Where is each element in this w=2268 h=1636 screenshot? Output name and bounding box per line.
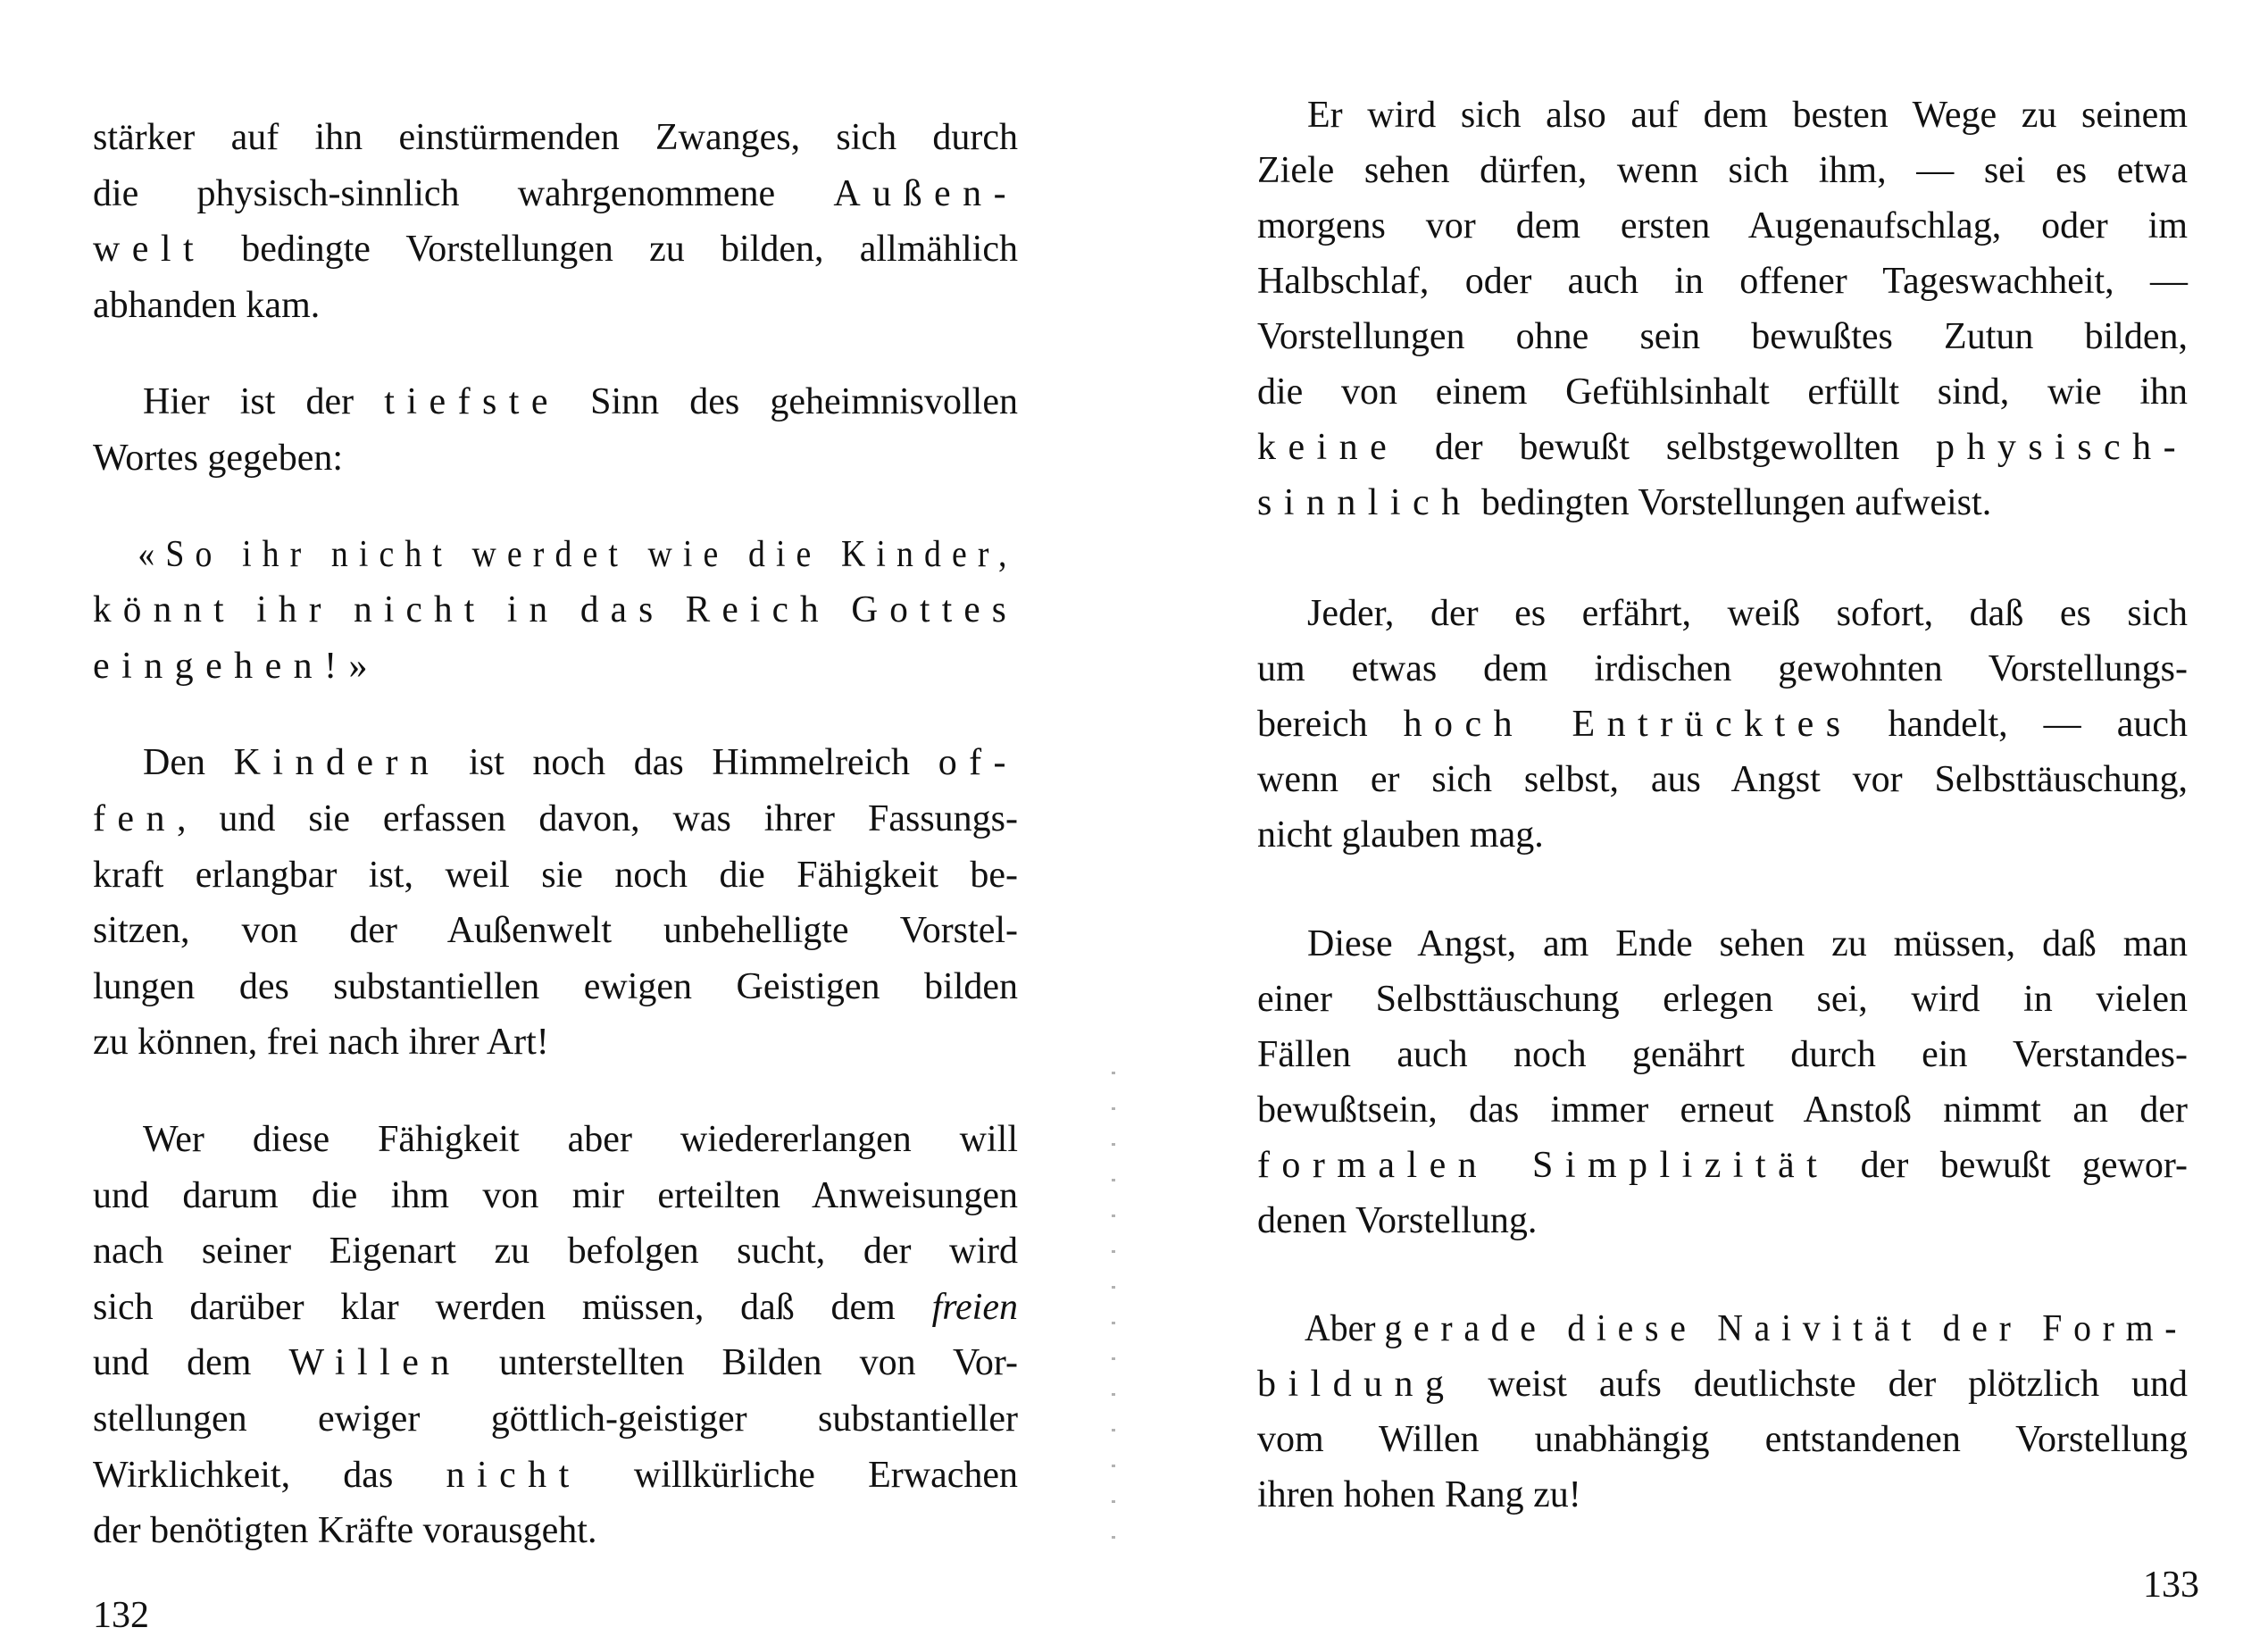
spaced-emphasis: fen (93, 798, 177, 839)
text-line (1257, 807, 2188, 863)
text-line (93, 582, 1018, 638)
text-line (93, 791, 1018, 847)
spaced-emphasis: Willen (288, 1342, 462, 1384)
spaced-emphasis: physisch- (1936, 427, 2188, 468)
text-line (93, 1503, 1018, 1558)
text-run: sich darüber klar werden müssen, daß dem (93, 1286, 932, 1328)
text-line (1257, 972, 2188, 1027)
text-line (1257, 1138, 2188, 1193)
spaced-emphasis: gerade diese Naivität der Form- (1384, 1308, 2189, 1349)
text-run: stellungen ewiger göttlich-geistiger substantieller (93, 1398, 1018, 1440)
text-run: willkürliche Erwachen (580, 1454, 1018, 1496)
text-run: Wer diese Fähigkeit aber wiedererlangen will (143, 1119, 1018, 1160)
text-line (93, 735, 1018, 790)
text-run: Vorstellungen ohne sein bewußtes Zutun bilden, (1257, 316, 2188, 357)
text-run: Hier ist der (143, 381, 385, 423)
text-run: Er wird sich also auf dem besten Wege zu seinem (1307, 95, 2188, 136)
text-line (1257, 420, 2188, 475)
text-line (1257, 88, 2188, 143)
text-run: weist aufs deutlichste der plötzlich und (1455, 1364, 2188, 1405)
text-line (1257, 1412, 2188, 1467)
text-line (93, 430, 1018, 486)
text-line (93, 1168, 1018, 1223)
spaced-emphasis: könnt ihr nicht in das Reich Gottes (93, 589, 1019, 631)
text-line (93, 847, 1018, 903)
text-run: Wirklichkeit, das (93, 1454, 446, 1496)
text-run: bedingte Vorstellungen zu bilden, allmählich (205, 229, 1018, 271)
text-run: vom Willen unabhängig entstandenen Vorstellung (1257, 1419, 2188, 1460)
spaced-emphasis: keine (1257, 427, 1399, 468)
spaced-emphasis: eingehen!» (93, 645, 379, 687)
text-run: Fällen auch noch genährt durch ein Verstandes- (1257, 1034, 2188, 1075)
text-run: Aber (1304, 1308, 1385, 1349)
text-run: denen Vorstellung. (1257, 1200, 1538, 1241)
text-run: ist noch das Himmelreich (440, 742, 938, 784)
text-run: einer Selbsttäuschung erlegen sei, wird in vielen (1257, 979, 2188, 1020)
text-line (93, 110, 1018, 165)
page-number-right: 133 (2143, 1565, 2199, 1606)
text-run: bedingten Vorstellungen aufweist. (1472, 482, 1992, 523)
spaced-emphasis: nicht (446, 1454, 581, 1496)
text-run: Ziele sehen dürfen, wenn sich ihm, — sei es etwa (1257, 150, 2188, 191)
text-line (93, 374, 1018, 430)
text-line (1257, 254, 2188, 309)
text-run: lungen des substantiellen ewigen Geistigen bilden (93, 965, 1018, 1007)
text-line (1257, 1301, 2188, 1356)
text-line (1257, 641, 2188, 697)
text-run: wenn er sich selbst, aus Angst vor Selbsttäuschung, (1257, 759, 2188, 800)
spaced-emphasis: bildung (1257, 1364, 1456, 1405)
text-line (93, 1014, 1018, 1070)
text-run: zu können, frei nach ihrer Art! (93, 1022, 549, 1064)
text-run: und darum die ihm von mir erteilten Anweisungen (93, 1174, 1018, 1216)
text-line (93, 903, 1018, 958)
text-run: ihren hohen Rang zu! (1257, 1474, 1581, 1515)
spaced-emphasis: welt (93, 229, 206, 271)
text-line (93, 1448, 1018, 1503)
text-line (93, 527, 1018, 582)
text-run: der bewußt gewor- (1829, 1145, 2189, 1186)
text-line (1257, 586, 2188, 641)
italic-emphasis: freien (931, 1286, 1018, 1328)
text-run: bewußtsein, das immer erneut Anstoß nimmt an der (1257, 1089, 2188, 1131)
text-line (93, 221, 1018, 277)
text-run: Halbschlaf, oder auch in offener Tageswachheit, — (1257, 261, 2188, 302)
text-line (1257, 1082, 2188, 1138)
page-number-left: 132 (93, 1595, 149, 1636)
text-line (1257, 1193, 2188, 1248)
text-line (1257, 309, 2188, 364)
spaced-emphasis: tiefste (384, 381, 560, 423)
text-line (93, 278, 1018, 333)
text-line (1257, 143, 2188, 198)
text-line (1257, 1467, 2188, 1523)
text-run: die von einem Gefühlsinhalt erfüllt sind, wie ihn (1257, 371, 2188, 413)
text-line (1257, 475, 2188, 530)
text-line (1257, 364, 2188, 420)
text-run: um etwas dem irdischen gewohnten Vorstellungs- (1257, 648, 2188, 689)
text-line (93, 639, 1018, 694)
text-line (93, 1280, 1018, 1335)
text-run: Sinn des geheimnisvollen (560, 381, 1018, 423)
text-run: nach seiner Eigenart zu befolgen sucht, der wird (93, 1231, 1018, 1273)
text-line (93, 1335, 1018, 1390)
text-line (1257, 1356, 2188, 1412)
text-line (93, 959, 1018, 1014)
text-line (93, 1391, 1018, 1447)
spaced-emphasis: of- (938, 742, 1018, 784)
text-run: die physisch-sinnlich wahrgenommene (93, 172, 834, 214)
right-page (1134, 0, 2268, 1625)
text-run: Jeder, der es erfährt, weiß sofort, daß es sich (1307, 593, 2188, 634)
spaced-emphasis: «So ihr nicht werdet wie die Kinder, (138, 533, 1018, 575)
text-run: kraft erlangbar ist, weil sie noch die Fähigkeit be- (93, 854, 1018, 896)
text-line (1257, 198, 2188, 254)
text-line (1257, 697, 2188, 752)
text-run: Den (143, 742, 234, 784)
text-run: abhanden kam. (93, 284, 321, 326)
gutter-marks (1112, 1072, 1115, 1572)
text-run: nicht glauben mag. (1257, 814, 1544, 856)
text-run: Diese Angst, am Ende sehen zu müssen, daß man (1307, 923, 2188, 964)
text-run: sitzen, von der Außenwelt unbehelligte Vorstel- (93, 910, 1018, 952)
text-line (93, 1112, 1018, 1167)
spaced-emphasis: sinnlich (1257, 482, 1472, 523)
text-run: morgens vor dem ersten Augenaufschlag, oder im (1257, 205, 2188, 246)
text-run: der bewußt selbstgewollten (1398, 427, 1937, 468)
text-line (1257, 916, 2188, 972)
spaced-emphasis: Kindern (233, 742, 441, 784)
text-line (93, 1223, 1018, 1279)
text-line (1257, 1027, 2188, 1082)
text-run: und dem (93, 1342, 289, 1384)
text-run: , und sie erfassen davon, was ihrer Fassungs- (176, 798, 1018, 839)
spaced-emphasis: formalen Simplizität (1257, 1145, 1830, 1186)
text-run: bereich (1257, 704, 1404, 745)
text-line (93, 166, 1018, 221)
spaced-emphasis: Außen- (833, 172, 1018, 214)
spaced-emphasis: hoch Entrücktes (1403, 704, 1853, 745)
text-run: unterstellten Bilden von Vor- (461, 1342, 1018, 1384)
text-run: stärker auf ihn einstürmenden Zwanges, sich durch (93, 117, 1018, 158)
text-line (1257, 752, 2188, 807)
text-run: Wortes gegeben: (93, 438, 344, 479)
text-run: der benötigten Kräfte vorausgeht. (93, 1510, 597, 1552)
text-run: handelt, — auch (1852, 704, 2188, 745)
